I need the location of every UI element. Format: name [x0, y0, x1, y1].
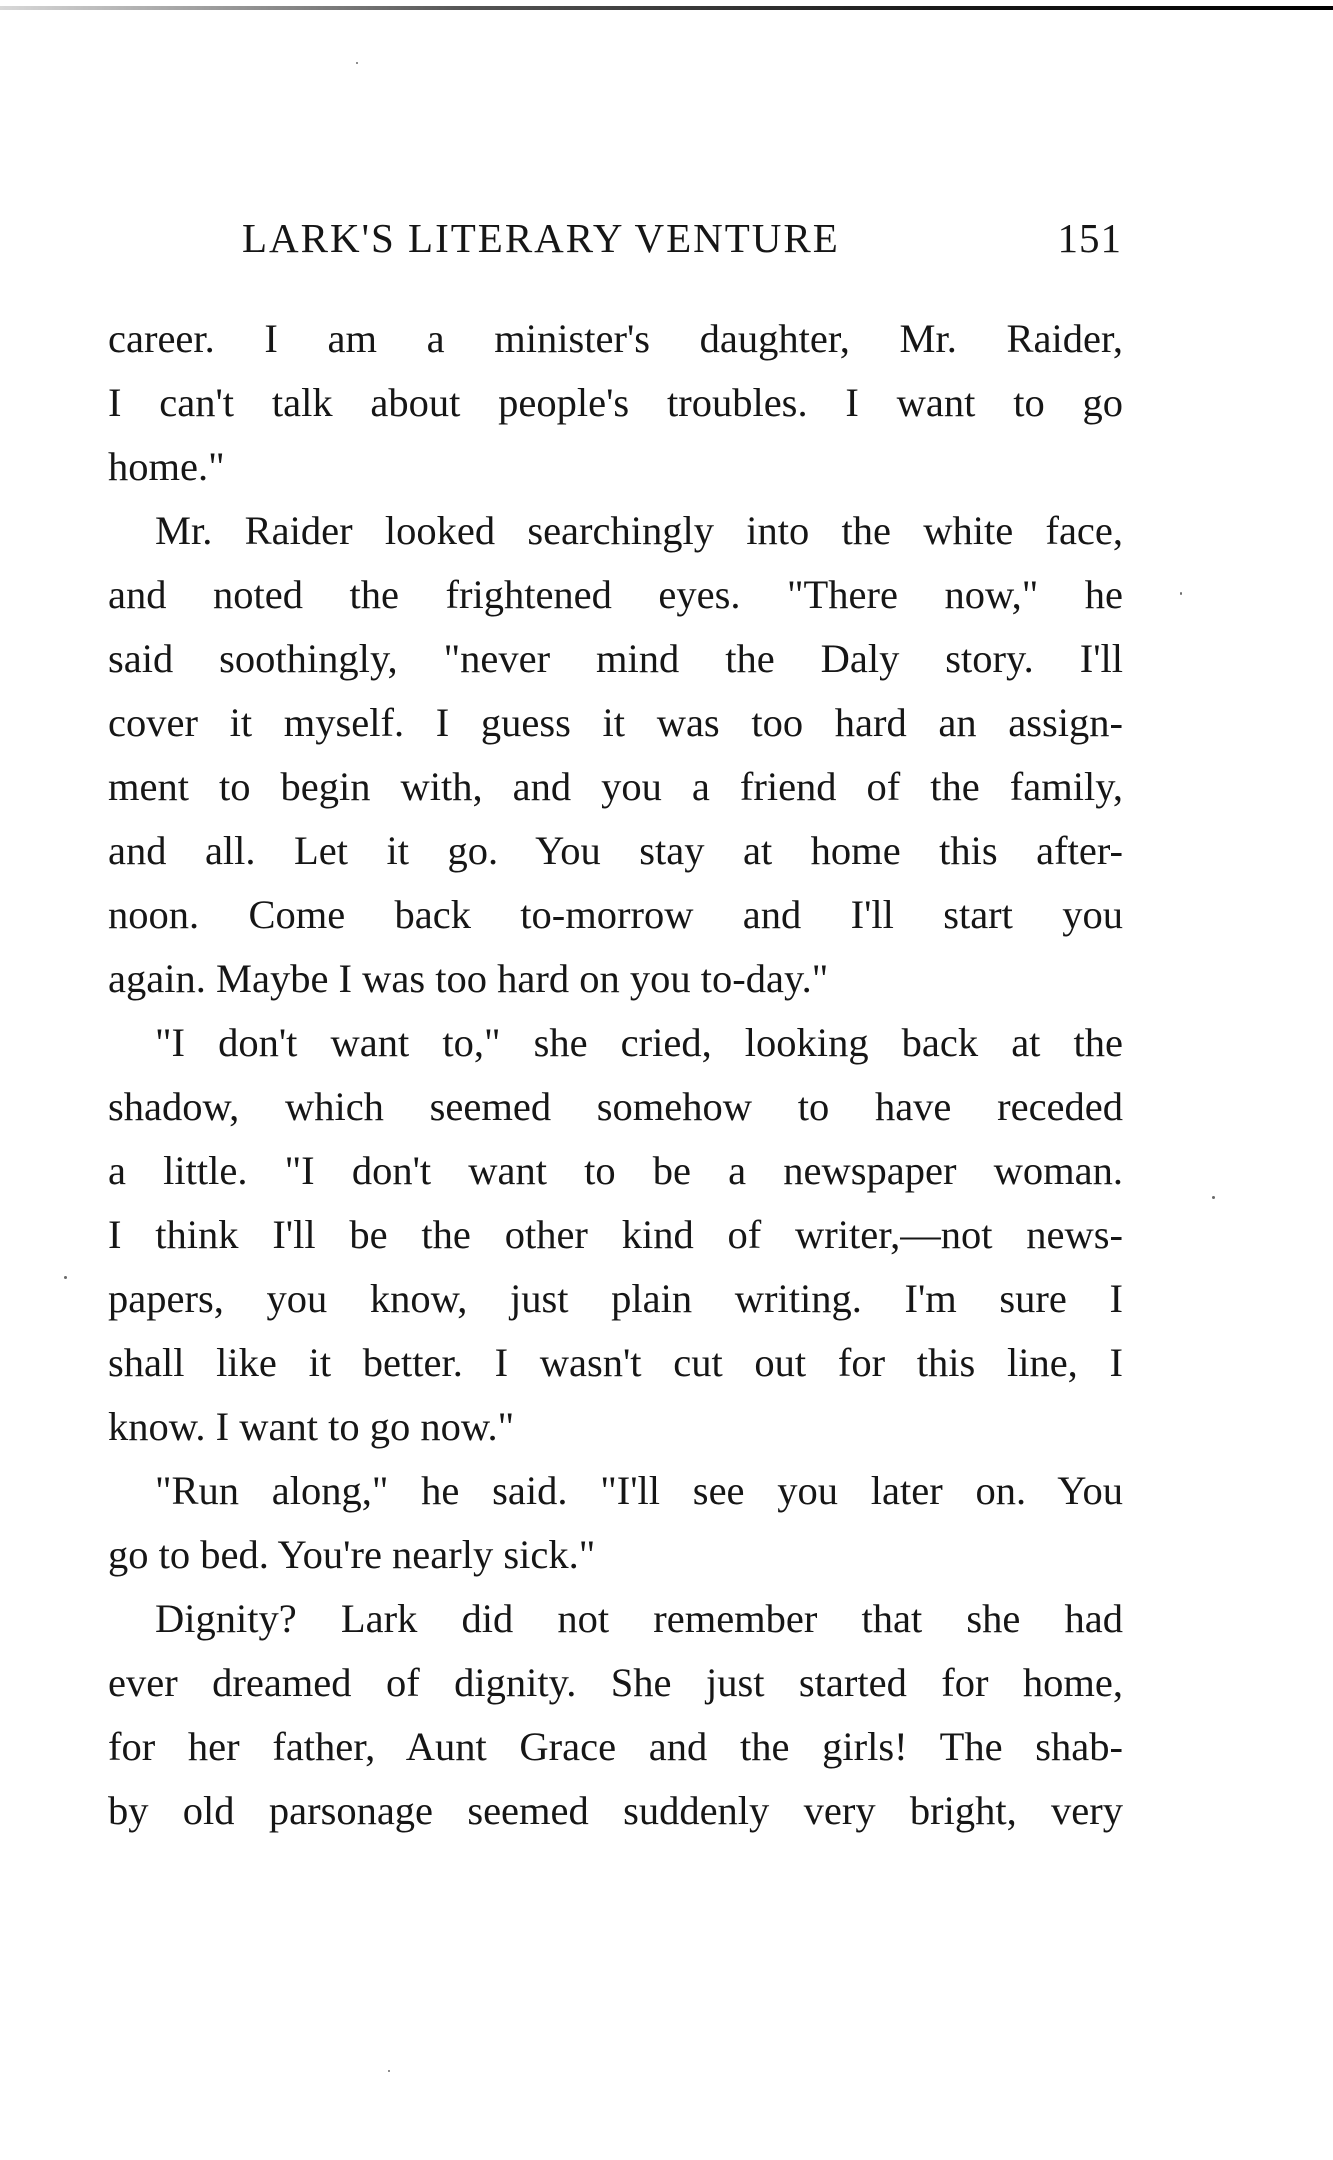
- body-text: [108, 307, 1123, 1843]
- text-line: papers, you know, just plain writing. I'm sure I: [108, 1276, 1123, 1321]
- top-edge-rule: [0, 6, 1333, 10]
- scan-speck: [388, 2070, 390, 2072]
- text-line: career. I am a minister's daughter, Mr. Raider,: [108, 316, 1123, 361]
- page-header: [242, 208, 1122, 268]
- text-line: by old parsonage seemed suddenly very bright, very: [108, 1788, 1123, 1833]
- text-line: know. I want to go now.": [108, 1404, 515, 1449]
- text-line: ment to begin with, and you a friend of the family,: [108, 764, 1123, 809]
- text-line: shall like it better. I wasn't cut out for this line, I: [108, 1340, 1123, 1385]
- text-line: and all. Let it go. You stay at home this after-: [108, 828, 1123, 873]
- running-head: LARK'S LITERARY VENTURE: [242, 215, 840, 261]
- scan-speck: [1180, 592, 1182, 595]
- scan-speck: [64, 1276, 67, 1279]
- text-line: home.": [108, 444, 225, 489]
- page-number: 151: [1057, 215, 1122, 261]
- text-line: "I don't want to," she cried, looking back at the: [155, 1020, 1123, 1065]
- text-line: Dignity? Lark did not remember that she had: [155, 1596, 1123, 1641]
- text-line: and noted the frightened eyes. "There now," he: [108, 572, 1123, 617]
- text-line: go to bed. You're nearly sick.": [108, 1532, 596, 1577]
- text-line: shadow, which seemed somehow to have receded: [108, 1084, 1123, 1129]
- text-line: cover it myself. I guess it was too hard an assign-: [108, 700, 1123, 745]
- text-line: said soothingly, "never mind the Daly story. I'll: [108, 636, 1123, 681]
- text-line: I think I'll be the other kind of writer,—not news-: [108, 1212, 1123, 1257]
- text-line: again. Maybe I was too hard on you to-day.": [108, 956, 829, 1001]
- text-line: Mr. Raider looked searchingly into the white face,: [155, 508, 1123, 553]
- text-line: noon. Come back to-morrow and I'll start you: [108, 892, 1123, 937]
- text-line: "Run along," he said. "I'll see you later on. You: [155, 1468, 1123, 1513]
- scan-speck: [356, 62, 358, 64]
- text-line: a little. "I don't want to be a newspaper woman.: [108, 1148, 1123, 1193]
- scan-speck: [1212, 1196, 1215, 1199]
- text-line: for her father, Aunt Grace and the girls! The shab-: [108, 1724, 1123, 1769]
- text-line: I can't talk about people's troubles. I want to go: [108, 380, 1123, 425]
- text-line: ever dreamed of dignity. She just started for home,: [108, 1660, 1123, 1705]
